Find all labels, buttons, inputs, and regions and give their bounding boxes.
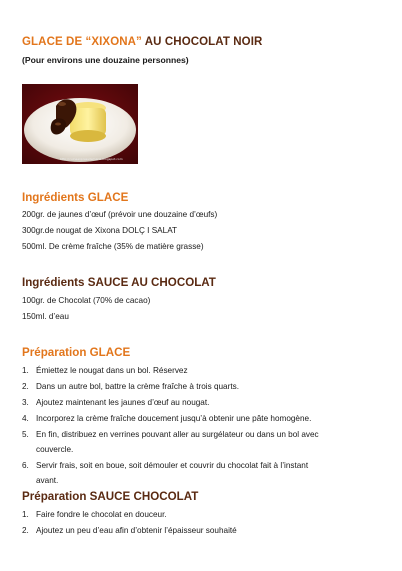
step-number: 4. [22,414,29,423]
step-number: 2. [22,526,29,535]
title-part-orange: GLACE DE “XIXONA” [22,36,142,48]
step-text: Ajoutez maintenant les jaunes d’œuf au nougat. [36,398,210,407]
ingredient-line: 300gr.de nougat de Xixona DOLÇ I SALAT [22,226,178,235]
ingredient-line: 100gr. de Chocolat (70% de cacao) [22,296,151,305]
step-number: 1. [22,510,29,519]
title-part-brown: AU CHOCOLAT NOIR [141,36,263,48]
ingredient-line: 200gr. de jaunes d’œuf (prévoir une douzaine d’œufs) [22,210,218,219]
step-number: 5. [22,430,29,439]
glace-preparation-heading [22,346,130,359]
step-text: Servir frais, soit en boue, soit démouler et couvrir du chocolat fait à l’instant [36,461,309,470]
step-text: Faire fondre le chocolat en douceur. [36,510,167,519]
heading-word: Préparation [22,346,87,359]
photo-caption: http://cuinaexpressdemaria.blogspot.com [60,157,123,161]
step-text: Ajoutez un peu d’eau afin d’obtenir l’épaisseur souhaité [36,526,237,535]
step-number: 3. [22,398,29,407]
glace-ingredients-heading [22,191,128,204]
step-text: Dans un autre bol, battre la crème fraîche à trois quarts. [36,382,239,391]
heading-word: Ingrédients [22,191,85,204]
step-text: En fin, distribuez en verrines pouvant aller au surgélateur ou dans un bol avec [36,430,319,439]
heading-subject: GLACE [86,346,131,359]
ingredient-line: 500ml. De crème fraîche (35% de matière grasse) [22,242,204,251]
dessert-photo [22,84,138,164]
step-number: 2. [22,382,29,391]
ingredient-line: 150ml. d’eau [22,312,69,321]
dessert-photo-image [22,84,138,164]
step-number: 1. [22,366,29,375]
servings-subtitle: (Pour environs une douzaine personnes) [22,55,189,65]
step-text: Émiettez le nougat dans un bol. Réservez [36,366,188,375]
heading-word: Ingrédients [22,276,85,289]
recipe-title [22,36,262,48]
sauce-preparation-heading: Préparation SAUCE CHOCOLAT [22,490,199,503]
step-text: Incorporez la crème fraîche doucement jusqu’à obtenir une pâte homogène. [36,414,312,423]
sauce-ingredients-heading [22,276,216,289]
step-continuation: couvercle. [36,445,74,454]
heading-subject: SAUCE AU CHOCOLAT [84,276,216,289]
step-number: 6. [22,461,29,470]
step-continuation: avant. [36,476,59,485]
heading-subject: GLACE [84,191,129,204]
